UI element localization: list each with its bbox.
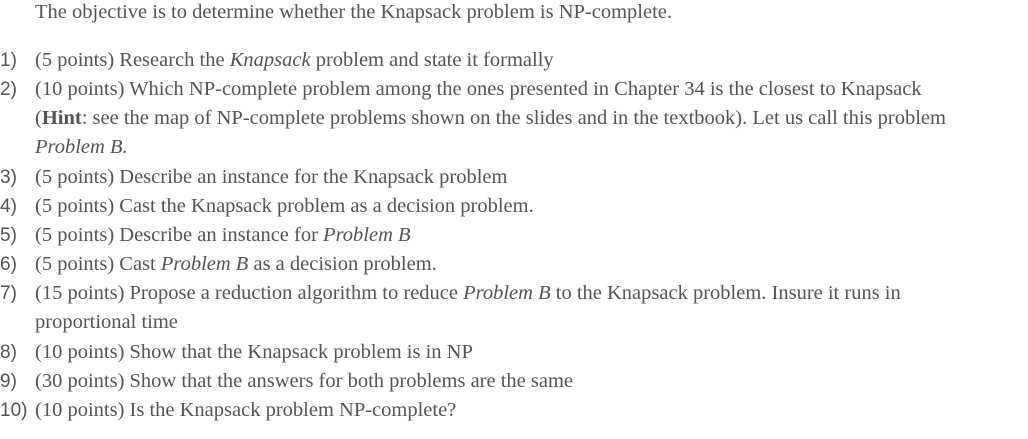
text-run: to the Knapsack problem. Insure it runs in <box>550 282 901 304</box>
item-line <box>35 338 1025 367</box>
item-line <box>35 163 1025 192</box>
text-run: (10 points) Which NP-complete problem among the ones presented in Chapter 34 is the closest to Knapsack <box>35 78 922 100</box>
item-line <box>35 104 1025 133</box>
item-number: 2) <box>0 79 17 100</box>
item-line <box>35 75 1025 104</box>
bold-hint: Hint <box>41 107 82 129</box>
item-text <box>35 367 1025 396</box>
item-line <box>35 192 1025 221</box>
text-run: (5 points) Describe an instance for the Knapsack problem <box>35 166 508 188</box>
text-run: ( <box>35 107 42 129</box>
text-run: (5 points) Research the <box>35 49 230 71</box>
text-run: (5 points) Cast <box>35 253 161 275</box>
italic-term: Problem B. <box>35 136 128 158</box>
text-run: (30 points) Show that the answers for both problems are the same <box>35 370 574 392</box>
item-number: 1) <box>0 50 17 71</box>
text-run: as a decision problem. <box>248 253 437 275</box>
item-number: 4) <box>0 196 17 217</box>
text-run: proportional time <box>35 311 178 333</box>
item-text <box>35 279 1025 337</box>
item-text <box>35 338 1025 367</box>
italic-term: Problem B <box>463 282 551 304</box>
item-text <box>35 250 1025 279</box>
text-run: (15 points) Propose a reduction algorithm to reduce <box>35 282 464 304</box>
italic-term: Problem B <box>160 253 249 275</box>
item-text <box>35 396 1025 425</box>
item-number: 7) <box>0 283 17 304</box>
item-line <box>35 279 1025 308</box>
item-number: 9) <box>0 371 17 392</box>
item-text <box>35 75 1025 162</box>
item-text <box>35 192 1025 221</box>
item-number: 6) <box>0 254 17 275</box>
item-line <box>35 46 1025 75</box>
text-run: (10 points) Show that the Knapsack problem is in NP <box>35 341 473 363</box>
item-line <box>35 308 1025 337</box>
text-run: problem and state it formally <box>310 49 554 71</box>
text-run: (5 points) Cast the Knapsack problem as a decision problem. <box>35 195 534 217</box>
item-line <box>35 396 1025 425</box>
text-run: (5 points) Describe an instance for <box>35 224 324 246</box>
item-number: 10) <box>0 400 28 421</box>
item-text <box>35 221 1025 250</box>
item-number: 8) <box>0 342 17 363</box>
item-line <box>35 367 1025 396</box>
text-run: (10 points) Is the Knapsack problem NP-complete? <box>35 399 457 421</box>
italic-term: Knapsack <box>229 49 311 71</box>
item-text <box>35 163 1025 192</box>
item-text <box>35 46 1025 75</box>
item-line <box>35 250 1025 279</box>
text-run: : see the map of NP-complete problems shown on the slides and in the textbook). Let us call this problem <box>81 107 946 129</box>
item-line <box>35 221 1025 250</box>
item-number: 3) <box>0 167 17 188</box>
item-number: 5) <box>0 225 17 246</box>
item-line <box>35 133 1025 162</box>
italic-term: Problem B <box>323 224 411 246</box>
intro-text: The objective is to determine whether the Knapsack problem is NP-complete. <box>35 1 673 23</box>
